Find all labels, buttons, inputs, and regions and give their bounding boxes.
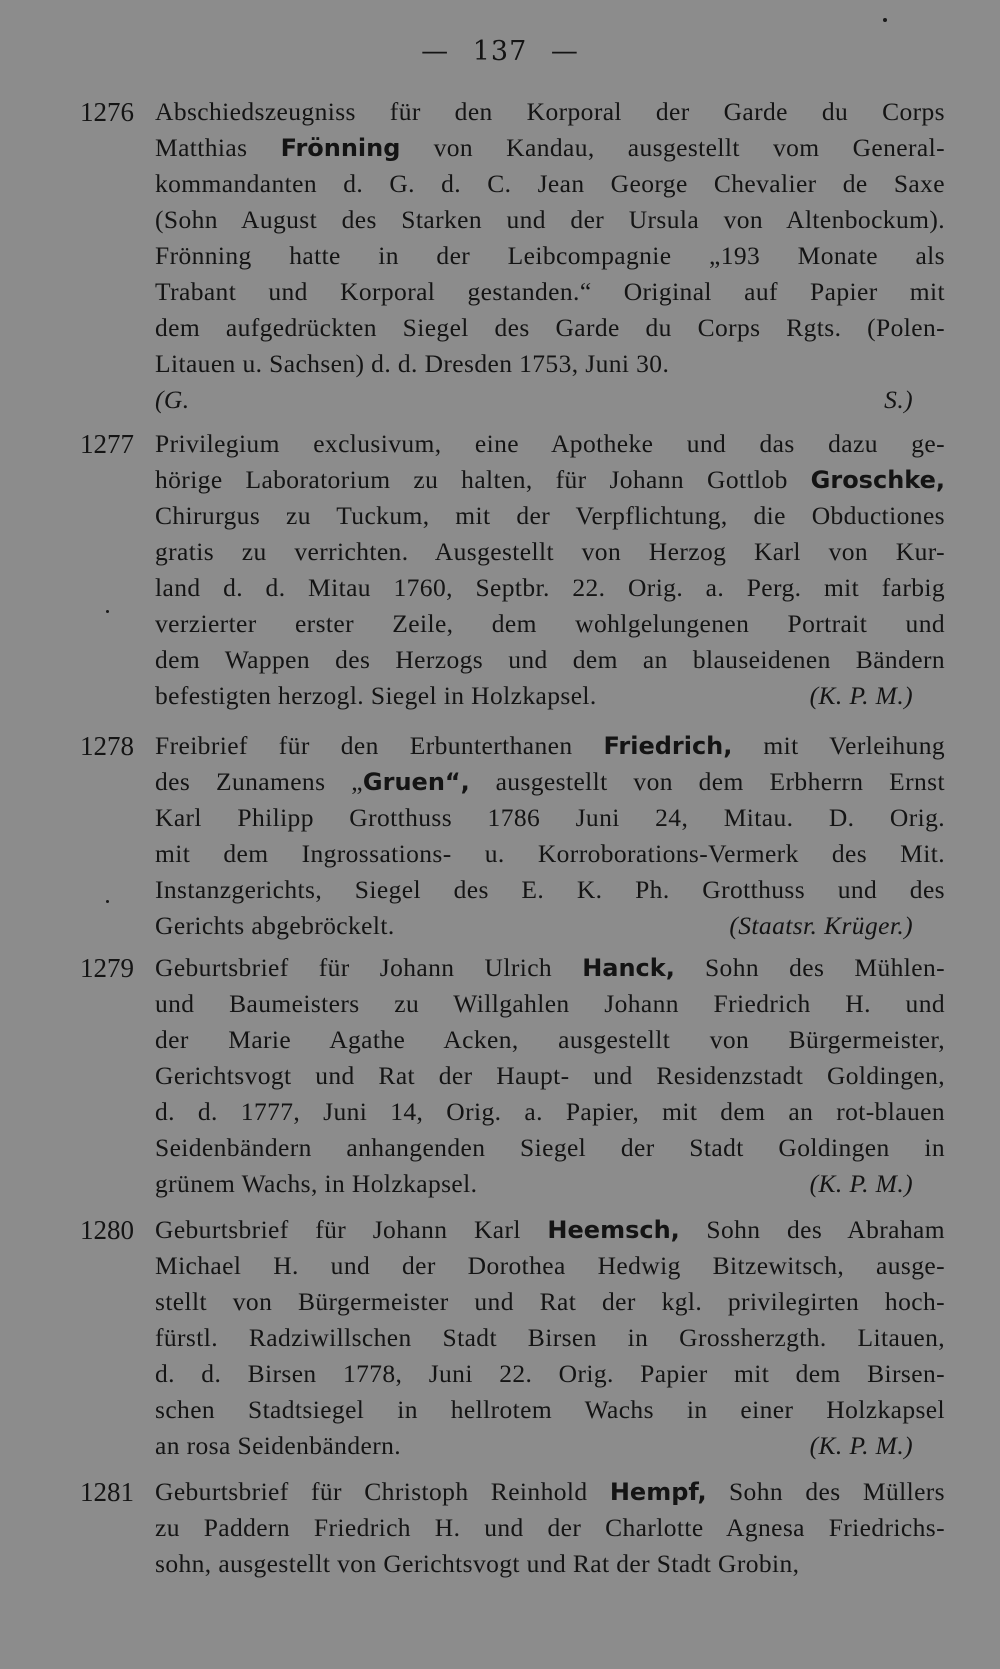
page-number-dash-right: —: [550, 36, 579, 67]
source-citation: (Staatsr. Krüger.): [729, 911, 913, 940]
entry-text-line: [155, 1474, 945, 1510]
text-segment: Sohn des Mühlen-: [674, 953, 945, 982]
text-segment: sohn, ausgestellt von Gerichtsvogt und Rat der Stadt Grobin,: [155, 1549, 800, 1578]
entry-text-line: [155, 166, 945, 202]
text-segment: schen Stadtsiegel in hellrotem Wachs in einer Holzkapsel: [155, 1395, 945, 1424]
print-speck: [883, 18, 887, 22]
entry-text: [155, 728, 945, 944]
text-segment: dem Wappen des Herzogs und dem an blauseidenen Bändern: [155, 645, 945, 674]
text-segment: zu Paddern Friedrich H. und der Charlotte Agnesa Friedrichs-: [155, 1513, 945, 1542]
entry-text-line: [155, 498, 945, 534]
source-citation: (K. P. M.): [809, 681, 913, 710]
entry-text-line: [155, 606, 945, 642]
entry-number: 1277: [80, 429, 134, 459]
text-segment: Trabant und Korporal gestanden.“ Original auf Papier mit: [155, 277, 945, 306]
page-number-value: 137: [472, 36, 528, 67]
source-citation: (G. S.): [155, 385, 913, 414]
text-segment: Sohn des Müllers: [706, 1477, 945, 1506]
text-segment: Michael H. und der Dorothea Hedwig Bitzewitsch, ausge-: [155, 1251, 945, 1280]
page-number-dash-left: —: [421, 36, 450, 67]
person-name: Friedrich,: [603, 732, 733, 760]
person-name: Groschke,: [810, 466, 945, 494]
text-segment: Geburtsbrief für Johann Ulrich: [155, 953, 583, 982]
text-segment: (Sohn August des Starken und der Ursula von Altenbockum).: [155, 205, 945, 234]
print-speck: [106, 610, 109, 613]
text-segment: des Zunamens „: [155, 767, 363, 796]
entry-text-line: [155, 642, 945, 678]
text-segment: grünem Wachs, in Holzkapsel.: [155, 1169, 478, 1198]
entry-text-line: [155, 800, 945, 836]
text-segment: mit Verleihung: [732, 731, 945, 760]
entry-text-line: [155, 346, 945, 382]
entry-text-line: [155, 274, 945, 310]
text-segment: von Kandau, ausgestellt vom General-: [400, 133, 945, 162]
entry-text-line: [155, 728, 945, 764]
entry-number: 1278: [80, 731, 134, 761]
source-citation: (K. P. M.): [809, 1431, 913, 1460]
person-name: Frönning: [280, 134, 401, 162]
text-segment: gratis zu verrichten. Ausgestellt von Herzog Karl von Kur-: [155, 537, 945, 566]
entry-number: 1276: [80, 97, 134, 127]
text-segment: Instanzgerichts, Siegel des E. K. Ph. Grotthuss und des: [155, 875, 945, 904]
entry-text-line: [155, 534, 945, 570]
entry-text-line: [155, 310, 945, 346]
text-segment: der Marie Agathe Acken, ausgestellt von Bürgermeister,: [155, 1025, 945, 1054]
text-segment: Litauen u. Sachsen) d. d. Dresden 1753, Juni 30.: [155, 349, 670, 378]
text-segment: Geburtsbrief für Johann Karl: [155, 1215, 548, 1244]
entry-text-line: [155, 872, 945, 908]
entry-text-line: [155, 950, 945, 986]
text-segment: befestigten herzogl. Siegel in Holzkapsel.: [155, 681, 597, 710]
entry-text-line: [155, 462, 945, 498]
entry-text-line: [155, 764, 945, 800]
text-segment: Matthias: [155, 133, 281, 162]
person-name: Heemsch,: [547, 1216, 680, 1244]
entry-text-line: [155, 1166, 945, 1202]
text-segment: fürstl. Radziwillschen Stadt Birsen in Grossherzgth. Litauen,: [155, 1323, 945, 1352]
person-name: Hanck,: [582, 954, 675, 982]
text-segment: kommandanten d. G. d. C. Jean George Chevalier de Saxe: [155, 169, 945, 198]
entry-text: [155, 426, 945, 714]
entry-text-line: [155, 1392, 945, 1428]
text-segment: ausgestellt von dem Erbherrn Ernst: [469, 767, 945, 796]
entry-text-line: [155, 202, 945, 238]
text-segment: Freibrief für den Erbunterthanen: [155, 731, 604, 760]
entry-text-line: [155, 94, 945, 130]
entry-text-line: [155, 1130, 945, 1166]
entry-text-line: [155, 1212, 945, 1248]
entry-text-line: [155, 986, 945, 1022]
entry-number: 1280: [80, 1215, 134, 1245]
text-segment: land d. d. Mitau 1760, Septbr. 22. Orig. a. Perg. mit farbig: [155, 573, 945, 602]
entry-text-line: [155, 1356, 945, 1392]
text-segment: Sohn des Abraham: [679, 1215, 945, 1244]
entry-text-line: [155, 130, 945, 166]
entry-text-line: [155, 1094, 945, 1130]
entry-text: [155, 1212, 945, 1464]
text-segment: hörige Laboratorium zu halten, für Johann Gottlob: [155, 465, 811, 494]
entry-number: 1281: [80, 1477, 134, 1507]
text-segment: Seidenbändern anhangenden Siegel der Stadt Goldingen in: [155, 1133, 945, 1162]
text-segment: Gerichtsvogt und Rat der Haupt- und Residenzstadt Goldingen,: [155, 1061, 945, 1090]
text-segment: Privilegium exclusivum, eine Apotheke und das dazu ge-: [155, 429, 945, 458]
entry-text-line: [155, 908, 945, 944]
text-segment: Geburtsbrief für Christoph Reinhold: [155, 1477, 610, 1506]
entry-text-line: [155, 570, 945, 606]
entry-text-line: [155, 1320, 945, 1356]
text-segment: d. d. 1777, Juni 14, Orig. a. Papier, mit dem an rot-blauen: [155, 1097, 945, 1126]
text-segment: Karl Philipp Grotthuss 1786 Juni 24, Mitau. D. Orig.: [155, 803, 945, 832]
entry-text: [155, 94, 945, 418]
entry-text: [155, 950, 945, 1202]
person-name: Gruen“,: [362, 768, 470, 796]
page-number: [0, 36, 1000, 67]
entry-text-line: [155, 1428, 945, 1464]
text-segment: verzierter erster Zeile, dem wohlgelungenen Portrait und: [155, 609, 945, 638]
entry-text-line: [155, 426, 945, 462]
print-speck: [106, 900, 109, 903]
text-segment: an rosa Seidenbändern.: [155, 1431, 402, 1460]
entry-text-line: [155, 1058, 945, 1094]
text-segment: Abschiedszeugniss für den Korporal der Garde du Corps: [155, 97, 945, 126]
text-segment: mit dem Ingrossations- u. Korroborations-Vermerk des Mit.: [155, 839, 945, 868]
entry-text-line: [155, 836, 945, 872]
text-segment: Frönning hatte in der Leibcompagnie „193 Monate als: [155, 241, 945, 270]
text-segment: Gerichts abgebröckelt.: [155, 911, 395, 940]
text-segment: Chirurgus zu Tuckum, mit der Verpflichtung, die Obductiones: [155, 501, 945, 530]
source-citation: (K. P. M.): [809, 1169, 913, 1198]
text-segment: dem aufgedrückten Siegel des Garde du Corps Rgts. (Polen-: [155, 313, 945, 342]
text-segment: d. d. Birsen 1778, Juni 22. Orig. Papier mit dem Birsen-: [155, 1359, 945, 1388]
entry-text-line: [155, 1022, 945, 1058]
entry-text-line: [155, 1546, 945, 1582]
entry-text-line: [155, 1284, 945, 1320]
entry-text: [155, 1474, 945, 1582]
entry-text-line: [155, 678, 945, 714]
entry-text-line: [155, 1248, 945, 1284]
text-segment: und Baumeisters zu Willgahlen Johann Friedrich H. und: [155, 989, 945, 1018]
entry-text-line: [155, 238, 945, 274]
entry-text-line: [155, 1510, 945, 1546]
entry-number: 1279: [80, 953, 134, 983]
text-segment: stellt von Bürgermeister und Rat der kgl. privilegirten hoch-: [155, 1287, 945, 1316]
person-name: Hempf,: [609, 1478, 707, 1506]
